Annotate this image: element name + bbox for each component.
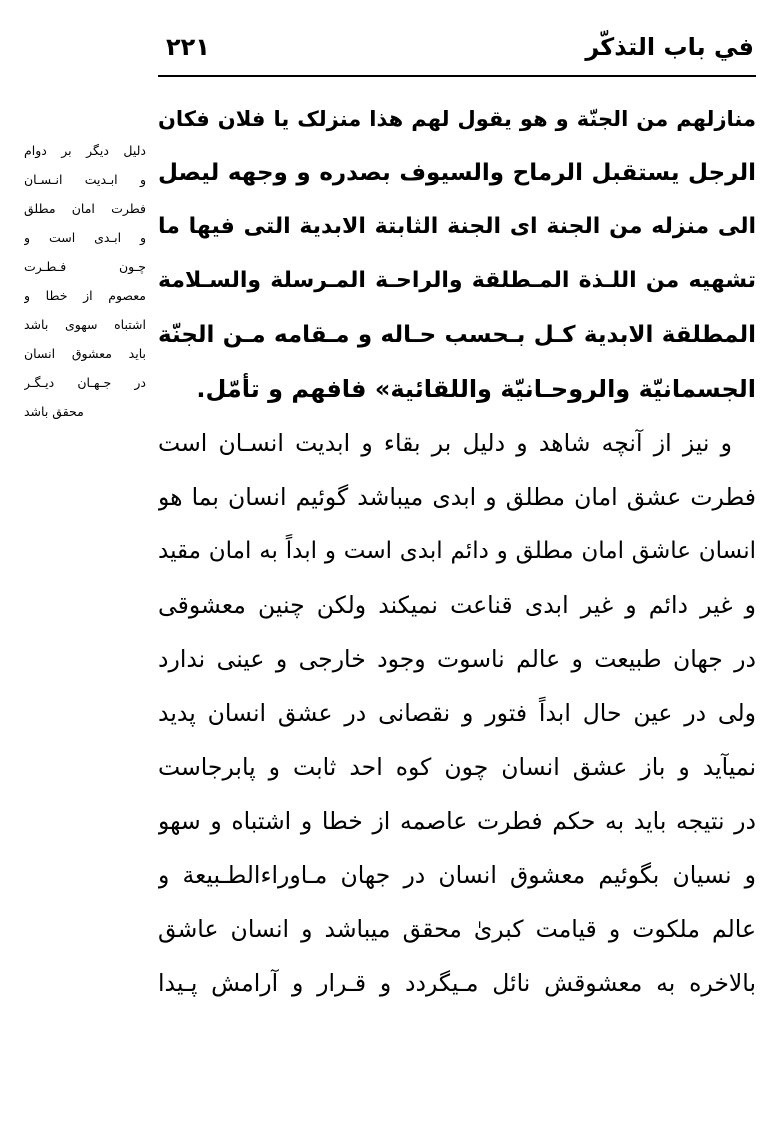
text-line: ولی در عین حال ابداً فتور و نقصانی در عشق انسان پدید [158,699,756,727]
text-line: نمیآید و باز عشق انسان چون کوه احد ثابت و پابرجاست [158,753,756,781]
margin-note-line: فطرت امان مطلق [24,201,146,216]
header-rule [158,75,756,77]
text-line: و نسیان بگوئیم معشوق انسان در جهان مـاوراءالطـبیعة و [158,861,756,889]
margin-note-line: دلیل دیگر بر دوام [24,143,146,158]
text-line: و نیز از آنچه شاهد و دلیل بر بقاء و ابدیت انسـان است [158,429,732,457]
body-text [158,92,756,1052]
persian-paragraph [158,416,756,1010]
margin-note-line: چـون فـطـرت [24,259,146,274]
margin-note [24,136,146,426]
margin-note-line: و ابـدیت انـسـان [24,172,146,187]
margin-note-line: محقق باشد [24,404,84,419]
text-line: منازلهم من الجنّة و هو يقول لهم هذا منزلک يا فلان فكان [158,107,756,131]
text-line: در نتیجه باید به حکم فطرت عاصمه از خطا و اشتباه و سهو [158,807,756,835]
text-line: الجسمانيّة والروحـانيّة واللقائية» فافهم و تأمّل. [196,375,756,403]
text-line: الرجل يستقبل الرماح والسيوف بصدره و وجهه ليصل [158,160,756,186]
margin-note-line: و ابـدی است و [24,230,146,245]
margin-note-line: در جـهـان دیـگـر [24,375,146,390]
text-line: المطلقة الابدية كـل بـحسب حـاله و مـقامه مـن الجنّة [158,322,756,348]
page-number: ۲۲۱ [166,33,210,61]
text-line: بالاخره به معشوقش نائل مـیگردد و قـرار و آرامش پـیدا [158,969,756,997]
text-line: و غیر دائم و غیر ابدی قناعت نمیکند ولکن چنین معشوقی [158,591,756,619]
margin-note-line: اشتباه سهوی باشد [24,317,146,332]
text-line: تشهيه من اللـذة المـطلقة والراحـة المـرسلة والسـلامة [158,268,756,293]
text-line: در جهان طبیعت و عالم ناسوت وجود خارجی و عینی ندارد [158,645,756,673]
running-title: في باب التذكّر [585,33,754,61]
text-line: انسان عاشق امان مطلق و دائم ابدی است و ابداً به امان مقید [158,538,756,564]
text-line: عالم ملکوت و قیامت کبریٰ محقق میباشد و انسان عاشق [158,915,756,943]
page-header [158,30,754,70]
text-line: فطرت عشق امان مطلق و ابدی میباشد گوئیم انسان بما هو [158,483,756,511]
margin-note-line: معصوم از خطا و [24,288,146,303]
text-line: الى منزله من الجنة اى الجنة الثابتة الابدية التى فيها ما [158,214,756,239]
arabic-quotation [158,92,756,416]
margin-note-line: باید معشوق انسان [24,346,146,361]
